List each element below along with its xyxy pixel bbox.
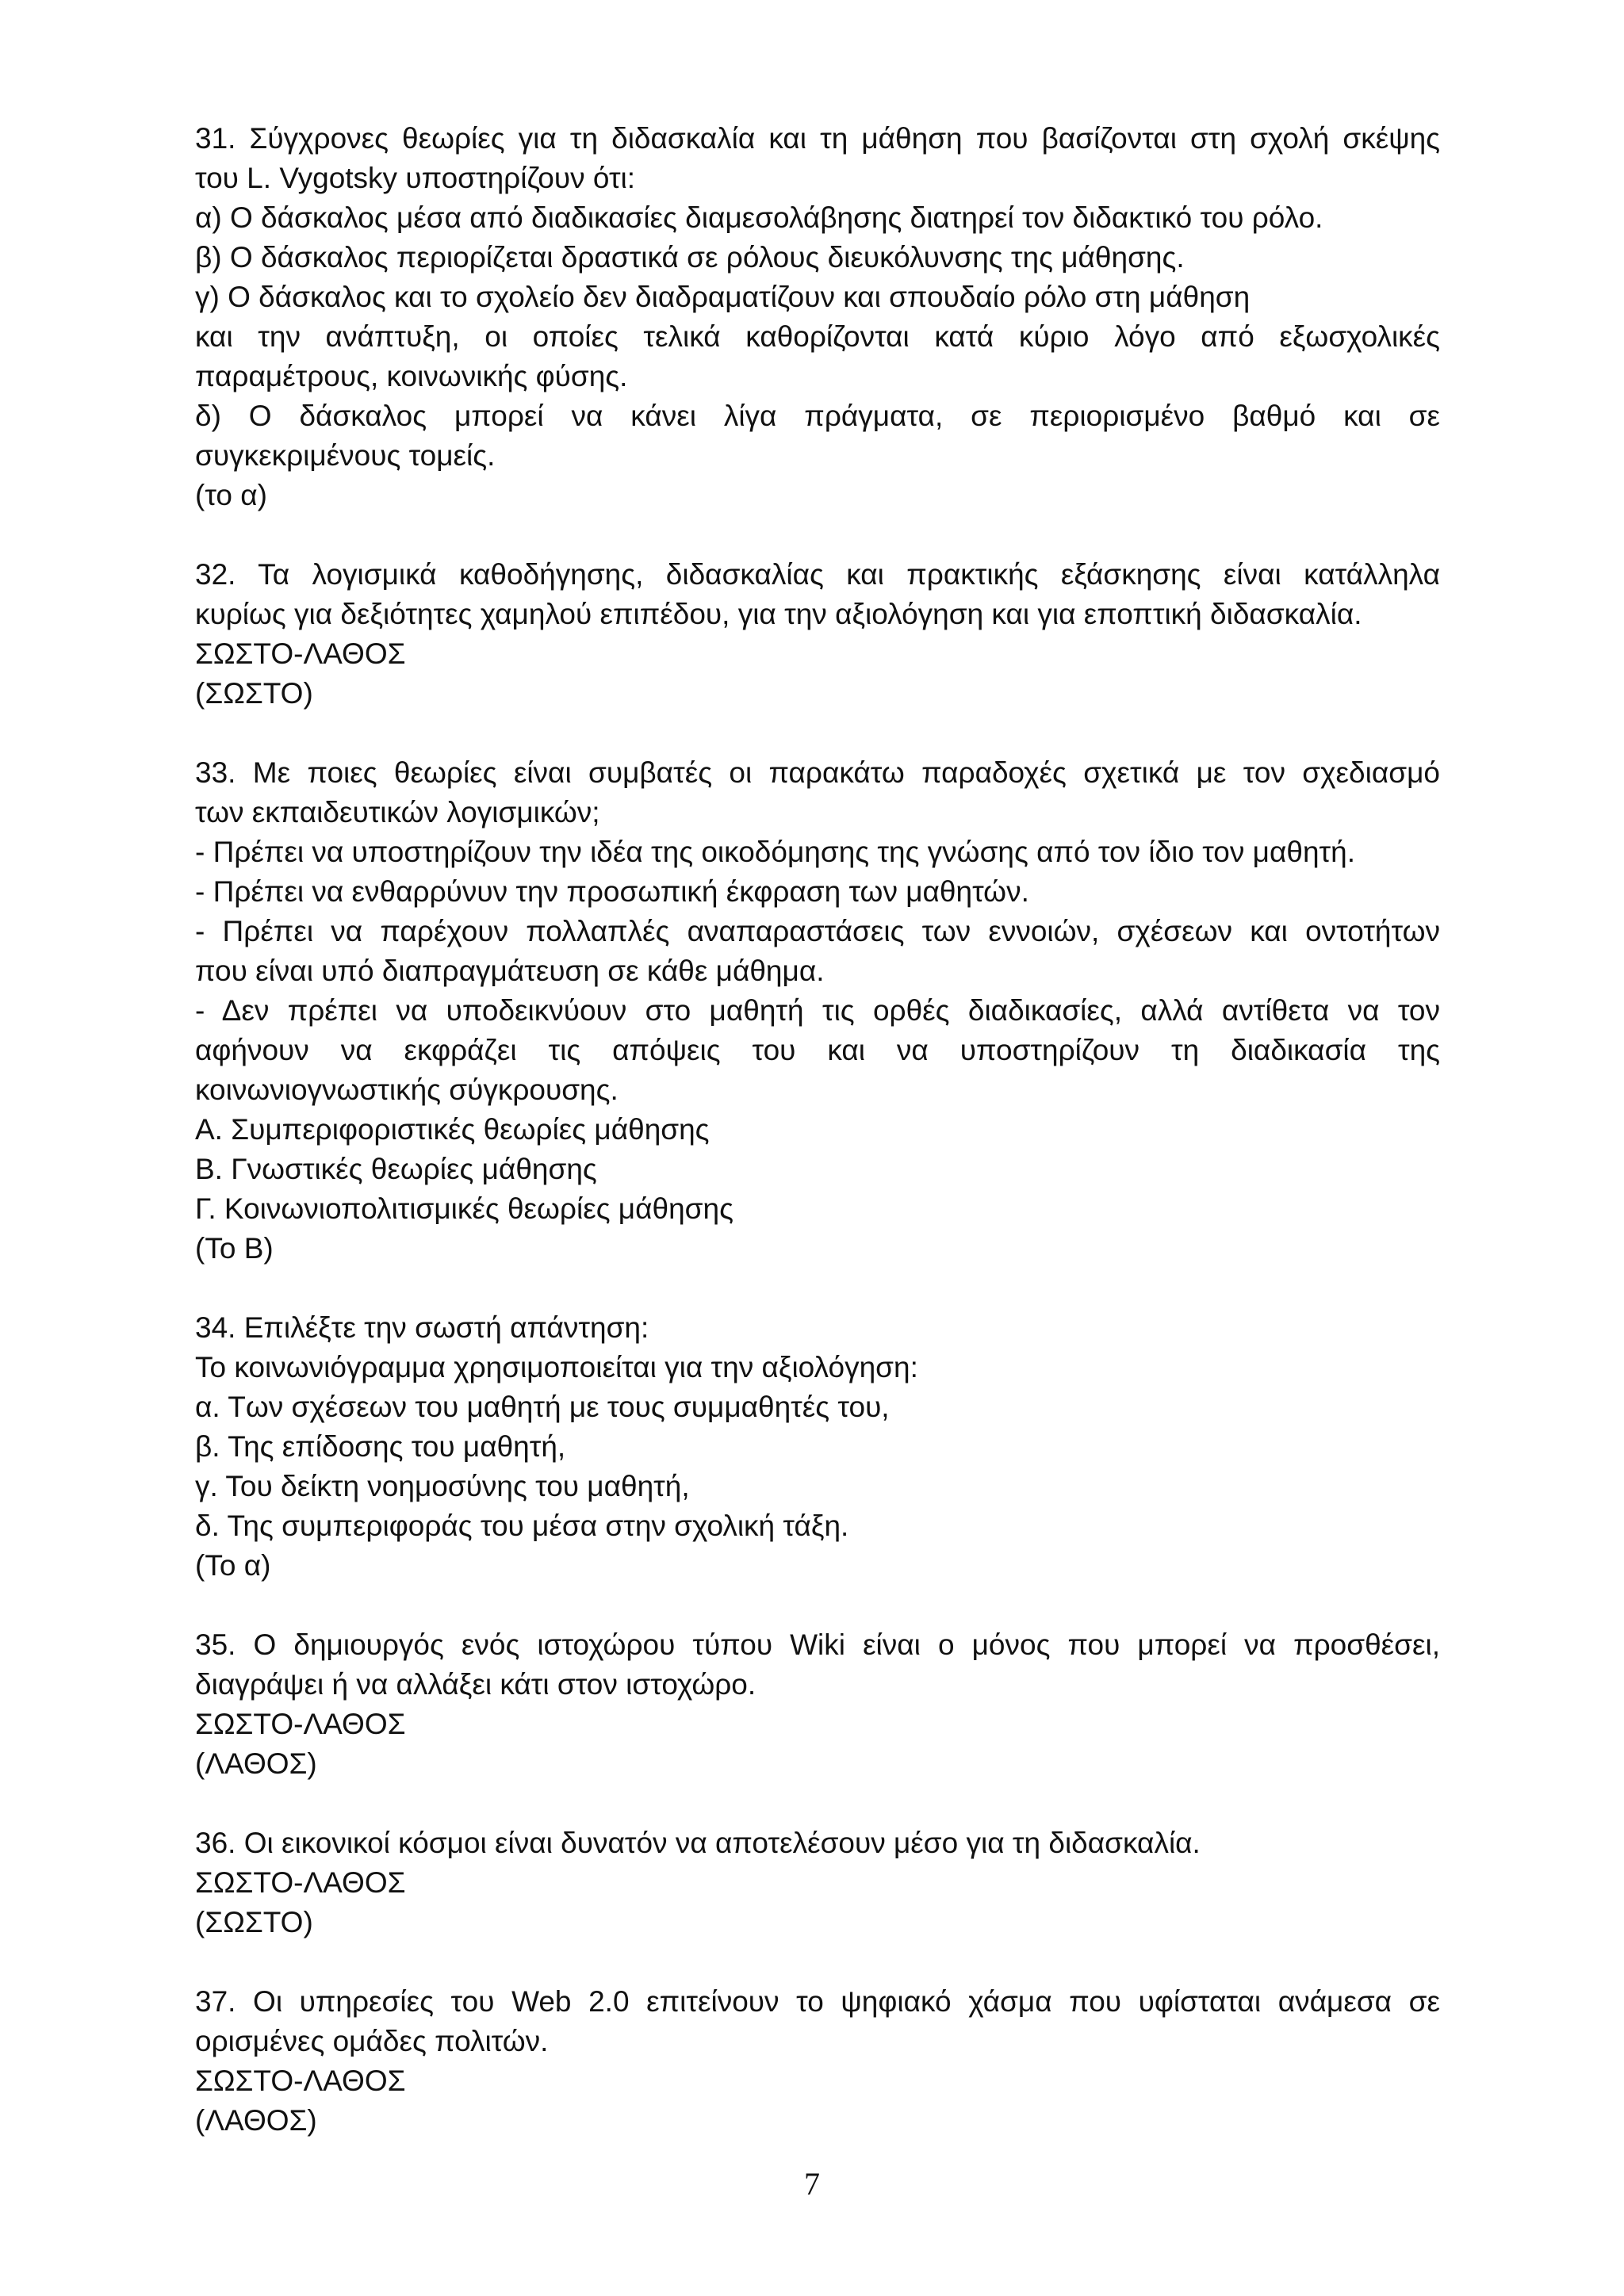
question-35 (195, 1625, 1440, 1784)
option-a: Α. Συμπεριφοριστικές θεωρίες μάθησης (195, 1113, 710, 1146)
option-b: β) Ο δάσκαλος περιορίζεται δραστικά σε ρόλους διευκόλυνσης της μάθησης. (195, 241, 1185, 274)
text-line: και την ανάπτυξη, οι οποίες τελικά καθορίζονται κατά κύριο λόγο από εξωσχολικές (195, 320, 1440, 353)
question-37 (195, 1982, 1440, 2141)
bullet-item: - Πρέπει να παρέχουν πολλαπλές αναπαραστάσεις των εννοιών, σχέσεων και οντοτήτων (195, 915, 1440, 947)
option-c: Γ. Κοινωνιοπολιτισμικές θεωρίες μάθησης (195, 1192, 733, 1225)
text-line: 37. Οι υπηρεσίες του Web 2.0 επιτείνουν το ψηφιακό χάσμα που υφίσταται ανάμεσα σε (195, 1985, 1440, 2018)
option-c: γ. Του δείκτη νοημοσύνης του μαθητή, (195, 1470, 690, 1502)
answer: (ΣΩΣΤΟ) (195, 677, 313, 710)
text-line: 36. Οι εικονικοί κόσμοι είναι δυνατόν να αποτελέσουν μέσο για τη διδασκαλία. (195, 1827, 1201, 1859)
option-a: α) Ο δάσκαλος μέσα από διαδικασίες διαμεσολάβησης διατηρεί τον διδακτικό του ρόλο. (195, 201, 1323, 234)
text-line: συγκεκριμένους τομείς. (195, 439, 496, 472)
question-31 (195, 119, 1440, 515)
text-line: 31. Σύγχρονες θεωρίες για τη διδασκαλία και τη μάθηση που βασίζονται στη σχολή σκέψης (195, 122, 1440, 155)
answer: (Το α) (195, 1549, 271, 1582)
true-false-choice: ΣΩΣΤΟ-ΛΑΘΟΣ (195, 637, 406, 670)
text-line: που είναι υπό διαπραγμάτευση σε κάθε μάθημα. (195, 955, 825, 987)
bullet-item: - Πρέπει να υποστηρίζουν την ιδέα της οικοδόμησης της γνώσης από τον ίδιο τον μαθητή. (195, 836, 1355, 868)
question-34 (195, 1308, 1440, 1586)
option-c: γ) Ο δάσκαλος και το σχολείο δεν διαδραματίζουν και σπουδαίο ρόλο στη μάθηση (195, 281, 1251, 313)
answer: (Το Β) (195, 1232, 274, 1265)
text-line: κοινωνιογνωστικής σύγκρουσης. (195, 1073, 619, 1106)
true-false-choice: ΣΩΣΤΟ-ΛΑΘΟΣ (195, 1866, 406, 1899)
page-number: 7 (804, 2166, 820, 2202)
text-line: 35. Ο δημιουργός ενός ιστοχώρου τύπου Wiki είναι ο μόνος που μπορεί να προσθέσει, (195, 1628, 1440, 1661)
answer: (ΛΑΘΟΣ) (195, 1747, 317, 1780)
option-b: Β. Γνωστικές θεωρίες μάθησης (195, 1153, 597, 1185)
text-line: διαγράψει ή να αλλάξει κάτι στον ιστοχώρο. (195, 1668, 756, 1701)
answer: (ΛΑΘΟΣ) (195, 2104, 317, 2137)
option-d: δ) Ο δάσκαλος μπορεί να κάνει λίγα πράγματα, σε περιορισμένο βαθμό και σε (195, 400, 1440, 432)
text-line: των εκπαιδευτικών λογισμικών; (195, 796, 600, 828)
answer: (το α) (195, 479, 267, 511)
bullet-item: - Δεν πρέπει να υποδεικνύουν στο μαθητή τις ορθές διαδικασίες, αλλά αντίθετα να τον (195, 994, 1440, 1027)
text-line: κυρίως για δεξιότητες χαμηλού επιπέδου, για την αξιολόγηση και για εποπτική διδασκαλία. (195, 598, 1362, 630)
text-line: 32. Τα λογισμικά καθοδήγησης, διδασκαλίας και πρακτικής εξάσκησης είναι κατάλληλα (195, 558, 1440, 591)
text-line: παραμέτρους, κοινωνικής φύσης. (195, 360, 628, 392)
option-b: β. Της επίδοσης του μαθητή, (195, 1430, 566, 1463)
answer: (ΣΩΣΤΟ) (195, 1906, 313, 1938)
option-d: δ. Της συμπεριφοράς του μέσα στην σχολική τάξη. (195, 1510, 849, 1542)
bullet-item: - Πρέπει να ενθαρρύνυν την προσωπική έκφραση των μαθητών. (195, 875, 1029, 908)
text-line: του L. Vygotsky υποστηρίζουν ότι: (195, 162, 636, 194)
question-36 (195, 1823, 1440, 1942)
text-line: ορισμένες ομάδες πολιτών. (195, 2025, 549, 2057)
text-line: 33. Με ποιες θεωρίες είναι συμβατές οι παρακάτω παραδοχές σχετικά με τον σχεδιασμό (195, 756, 1440, 789)
text-line: αφήνουν να εκφράζει τις απόψεις του και να υποστηρίζουν τη διαδικασία της (195, 1034, 1440, 1066)
true-false-choice: ΣΩΣΤΟ-ΛΑΘΟΣ (195, 1708, 406, 1740)
question-33 (195, 753, 1440, 1269)
true-false-choice: ΣΩΣΤΟ-ΛΑΘΟΣ (195, 2064, 406, 2097)
text-line: 34. Επιλέξτε την σωστή απάντηση: (195, 1311, 649, 1344)
text-line: Το κοινωνιόγραμμα χρησιμοποιείται για την αξιολόγηση: (195, 1351, 918, 1383)
question-32 (195, 555, 1440, 714)
option-a: α. Των σχέσεων του μαθητή με τους συμμαθητές του, (195, 1391, 890, 1423)
document-page (195, 119, 1440, 2180)
